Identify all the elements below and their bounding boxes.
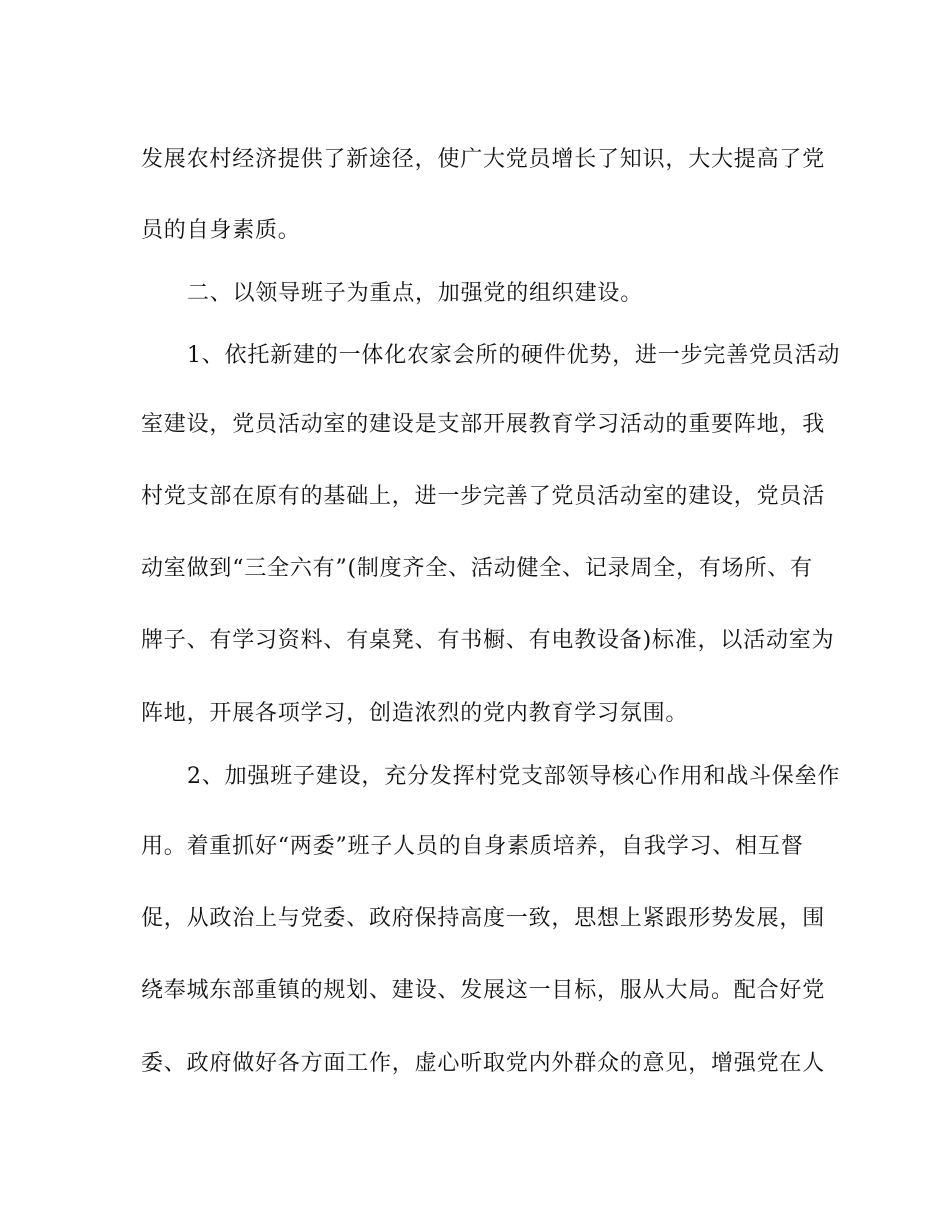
paragraph-start-line: 1、依托新建的一体化农家会所的硬件优势，进一步完善党员活动 xyxy=(187,343,841,368)
text-line: 牌子、有学习资料、有桌凳、有书橱、有电教设备)标准，以活动室为 xyxy=(141,628,835,653)
text-line: 发展农村经济提供了新途径，使广大党员增长了知识，大大提高了党 xyxy=(141,147,826,172)
text-line: 绕奉城东部重镇的规划、建设、发展这一目标，服从大局。配合好党 xyxy=(141,978,826,1003)
paragraph-start-line: 2、加强班子建设，充分发挥村党支部领导核心作用和战斗保垒作 xyxy=(187,764,841,789)
text-line: 阵地，开展各项学习，创造浓烈的党内教育学习氛围。 xyxy=(141,701,689,726)
text-line: 室建设，党员活动室的建设是支部开展教育学习活动的重要阵地，我 xyxy=(141,412,826,437)
section-heading: 二、以领导班子为重点，加强党的组织建设。 xyxy=(187,281,644,306)
text-line: 委、政府做好各方面工作，虚心听取党内外群众的意见，增强党在人 xyxy=(141,1051,826,1076)
text-line: 动室做到“三全六有”(制度齐全、活动健全、记录周全，有场所、有 xyxy=(141,556,813,581)
text-line: 用。着重抓好“两委”班子人员的自身素质培养，自我学习、相互督 xyxy=(141,834,804,859)
text-line: 村党支部在原有的基础上，进一步完善了党员活动室的建设，党员活 xyxy=(141,484,826,509)
text-line: 员的自身素质。 xyxy=(141,218,301,243)
text-line: 促，从政治上与党委、政府保持高度一致，思想上紧跟形势发展，围 xyxy=(141,906,826,931)
